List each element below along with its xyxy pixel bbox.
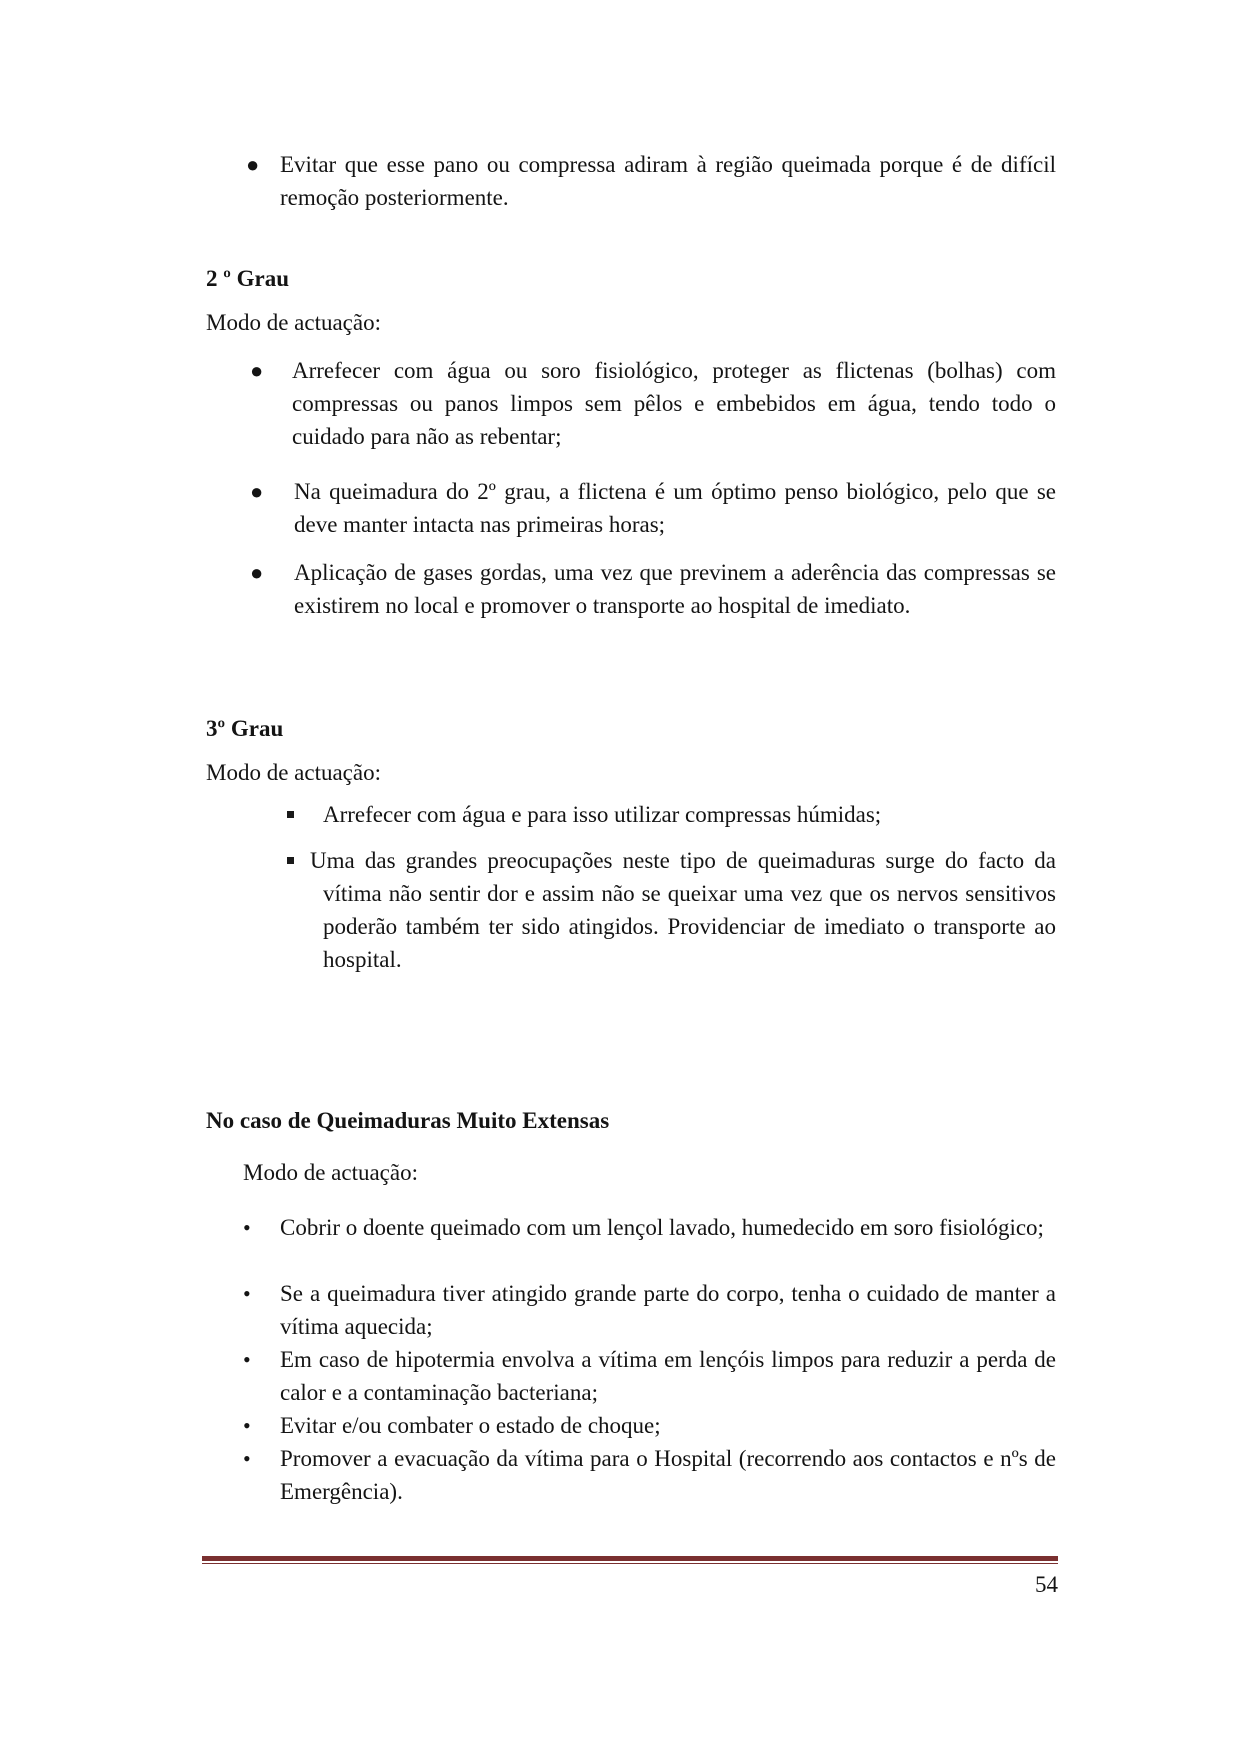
section-3-item: Arrefecer com água e para isso utilizar compressas húmidas; (323, 802, 882, 827)
bullet-dot: ● (250, 560, 264, 585)
section-2-mode-label: Modo de actuação: (206, 310, 381, 335)
section-2-item: Arrefecer com água ou soro fisiológico, proteger as flictenas (bolhas) com compressas ou panos limpos sem pêlos e embebidos em água, tendo todo o cuidado para não as rebentar; (292, 358, 1056, 449)
section-4-item: Promover a evacuação da vítima para o Hospital (recorrendo aos contactos e nºs de Emergência). (280, 1446, 1056, 1504)
section-3-mode-label: Modo de actuação: (206, 760, 381, 785)
bullet-dot: • (243, 1446, 251, 1471)
page-number: 54 (1035, 1572, 1058, 1597)
square-bullet (287, 857, 294, 864)
bullet-dot: ● (246, 152, 260, 177)
intro-bullet-text: Evitar que esse pano ou compressa adiram à região queimada porque é de difícil remoção posteriormente. (280, 152, 1056, 210)
bullet-dot: ● (250, 358, 264, 383)
section-4-mode-label: Modo de actuação: (243, 1160, 418, 1185)
footer-rule (202, 1556, 1058, 1561)
bullet-dot: ● (250, 479, 264, 504)
section-2-item: Aplicação de gases gordas, uma vez que previnem a aderência das compressas se existirem no local e promover o transporte ao hospital de imediato. (294, 560, 1056, 618)
bullet-dot: • (243, 1281, 251, 1306)
section-3-item: Uma das grandes preocupações neste tipo de queimaduras surge do facto da vítima não sentir dor e assim não se queixar uma vez que os nervos sensitivos poderão também ter sido atingidos. Providenciar de imediato o transporte ao hospital. (310, 848, 1056, 972)
section-4-item: Cobrir o doente queimado com um lençol lavado, humedecido em soro fisiológico; (280, 1215, 1044, 1240)
section-4-item: Em caso de hipotermia envolva a vítima em lençóis limpos para reduzir a perda de calor e a contaminação bacteriana; (280, 1347, 1056, 1405)
bullet-dot: • (243, 1413, 251, 1438)
section-3-heading: 3º Grau (206, 716, 284, 741)
section-4-heading: No caso de Queimaduras Muito Extensas (206, 1108, 610, 1133)
footer-rule-thin (202, 1563, 1058, 1564)
bullet-dot: • (243, 1347, 251, 1372)
section-2-item: Na queimadura do 2º grau, a flictena é um óptimo penso biológico, pelo que se deve manter intacta nas primeiras horas; (294, 479, 1056, 537)
bullet-dot: • (243, 1215, 251, 1240)
section-4-item: Se a queimadura tiver atingido grande parte do corpo, tenha o cuidado de manter a vítima aquecida; (280, 1281, 1056, 1339)
section-2-heading: 2 º Grau (206, 266, 289, 291)
square-bullet (287, 811, 294, 818)
section-4-item: Evitar e/ou combater o estado de choque; (280, 1413, 661, 1438)
